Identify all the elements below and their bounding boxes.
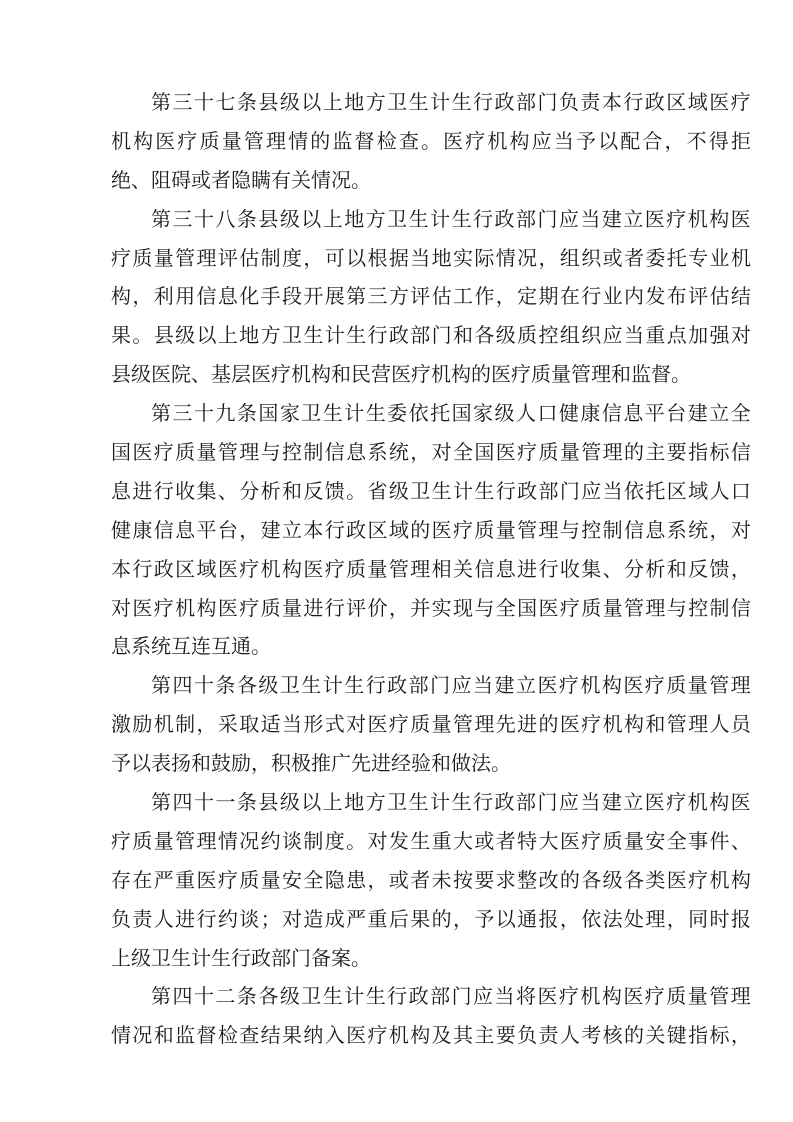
text-line: 第 三 十 八 条 县 级 以 上 地 方 卫 生 计 生 行 政 部 门 应 当 建 立 医 疗 机 构 医	[151, 206, 751, 231]
text-line: 国 医 疗 质 量 管 理 与 控 制 信 息 系 统 ， 对 全 国 医 疗 质 量 管 理 的 主 要 指 标 信	[111, 440, 751, 465]
text-line: 息系统互连互通。	[111, 634, 271, 659]
text-line: 县级医院、基层医疗机构和民营医疗机构的医疗质量管理和监督。	[111, 362, 691, 387]
document-page	[111, 83, 751, 1055]
article-39	[111, 394, 751, 666]
article-37	[111, 83, 751, 200]
text-line: 绝、阻碍或者隐瞒有关情况。	[111, 167, 371, 192]
text-line: 存 在 严 重 医 疗 质 量 安 全 隐 患 ， 或 者 未 按 要 求 整 改 的 各 级 各 类 医 疗 机 构	[111, 867, 751, 892]
text-line: 第 三 十 七 条 县 级 以 上 地 方 卫 生 计 生 行 政 部 门 负 责 本 行 政 区 域 医 疗	[151, 90, 751, 114]
text-line: 上级卫生计生行政部门备案。	[111, 945, 371, 970]
text-line: 疗 质 量 管 理 情 况 约 谈 制 度 。 对 发 生 重 大 或 者 特 大 医 疗 质 量 安 全 事 件 、	[111, 828, 751, 853]
text-line: 果 。 县 级 以 上 地 方 卫 生 计 生 行 政 部 门 和 各 级 质 控 组 织 应 当 重 点 加 强 对	[111, 323, 751, 348]
text-line: 机 构 医 疗 质 量 管 理 情 的 监 督 检 查 。 医 疗 机 构 应 当 予 以 配 合 ， 不 得 拒	[111, 128, 751, 153]
text-line: 情 况 和 监 督 检 查 结 果 纳 入 医 疗 机 构 及 其 主 要 负 责 人 考 核 的 关 键 指 标 ，	[111, 1023, 751, 1048]
text-line: 对 医 疗 机 构 医 疗 质 量 进 行 评 价 ， 并 实 现 与 全 国 医 疗 质 量 管 理 与 控 制 信	[111, 595, 751, 620]
text-line: 予以表扬和鼓励，积极推广先进经验和做法。	[111, 751, 511, 776]
article-41	[111, 783, 751, 977]
text-line: 第 三 十 九 条 国 家 卫 生 计 生 委 依 托 国 家 级 人 口 健 康 信 息 平 台 建 立 全	[151, 401, 751, 426]
text-line: 健 康 信 息 平 台 ， 建 立 本 行 政 区 域 的 医 疗 质 量 管 理 与 控 制 信 息 系 统 ， 对	[111, 517, 751, 542]
text-line: 本 行 政 区 域 医 疗 机 构 医 疗 质 量 管 理 相 关 信 息 进 行 收 集 、 分 析 和 反 馈 ，	[111, 556, 751, 581]
text-line: 第 四 十 一 条 县 级 以 上 地 方 卫 生 计 生 行 政 部 门 应 当 建 立 医 疗 机 构 医	[151, 790, 751, 815]
text-line: 负 责 人 进 行 约 谈 ； 对 造 成 严 重 后 果 的 ， 予 以 通 报 ， 依 法 处 理 ， 同 时 报	[111, 906, 751, 931]
text-line: 息 进 行 收 集 、 分 析 和 反 馈 。 省 级 卫 生 计 生 行 政 部 门 应 当 依 托 区 域 人 口	[111, 478, 751, 503]
article-42	[111, 977, 751, 1055]
article-40	[111, 666, 751, 783]
text-line: 第 四 十 二 条 各 级 卫 生 计 生 行 政 部 门 应 当 将 医 疗 机 构 医 疗 质 量 管 理	[151, 984, 751, 1009]
article-38	[111, 200, 751, 394]
text-line: 构 ， 利 用 信 息 化 手 段 开 展 第 三 方 评 估 工 作 ， 定 期 在 行 业 内 发 布 评 估 结	[111, 284, 751, 309]
text-line: 激 励 机 制 ， 采 取 适 当 形 式 对 医 疗 质 量 管 理 先 进 的 医 疗 机 构 和 管 理 人 员	[111, 712, 751, 737]
text-line: 疗 质 量 管 理 评 估 制 度 ， 可 以 根 据 当 地 实 际 情 况 ， 组 织 或 者 委 托 专 业 机	[111, 245, 751, 270]
text-line: 第 四 十 条 各 级 卫 生 计 生 行 政 部 门 应 当 建 立 医 疗 机 构 医 疗 质 量 管 理	[151, 673, 751, 698]
